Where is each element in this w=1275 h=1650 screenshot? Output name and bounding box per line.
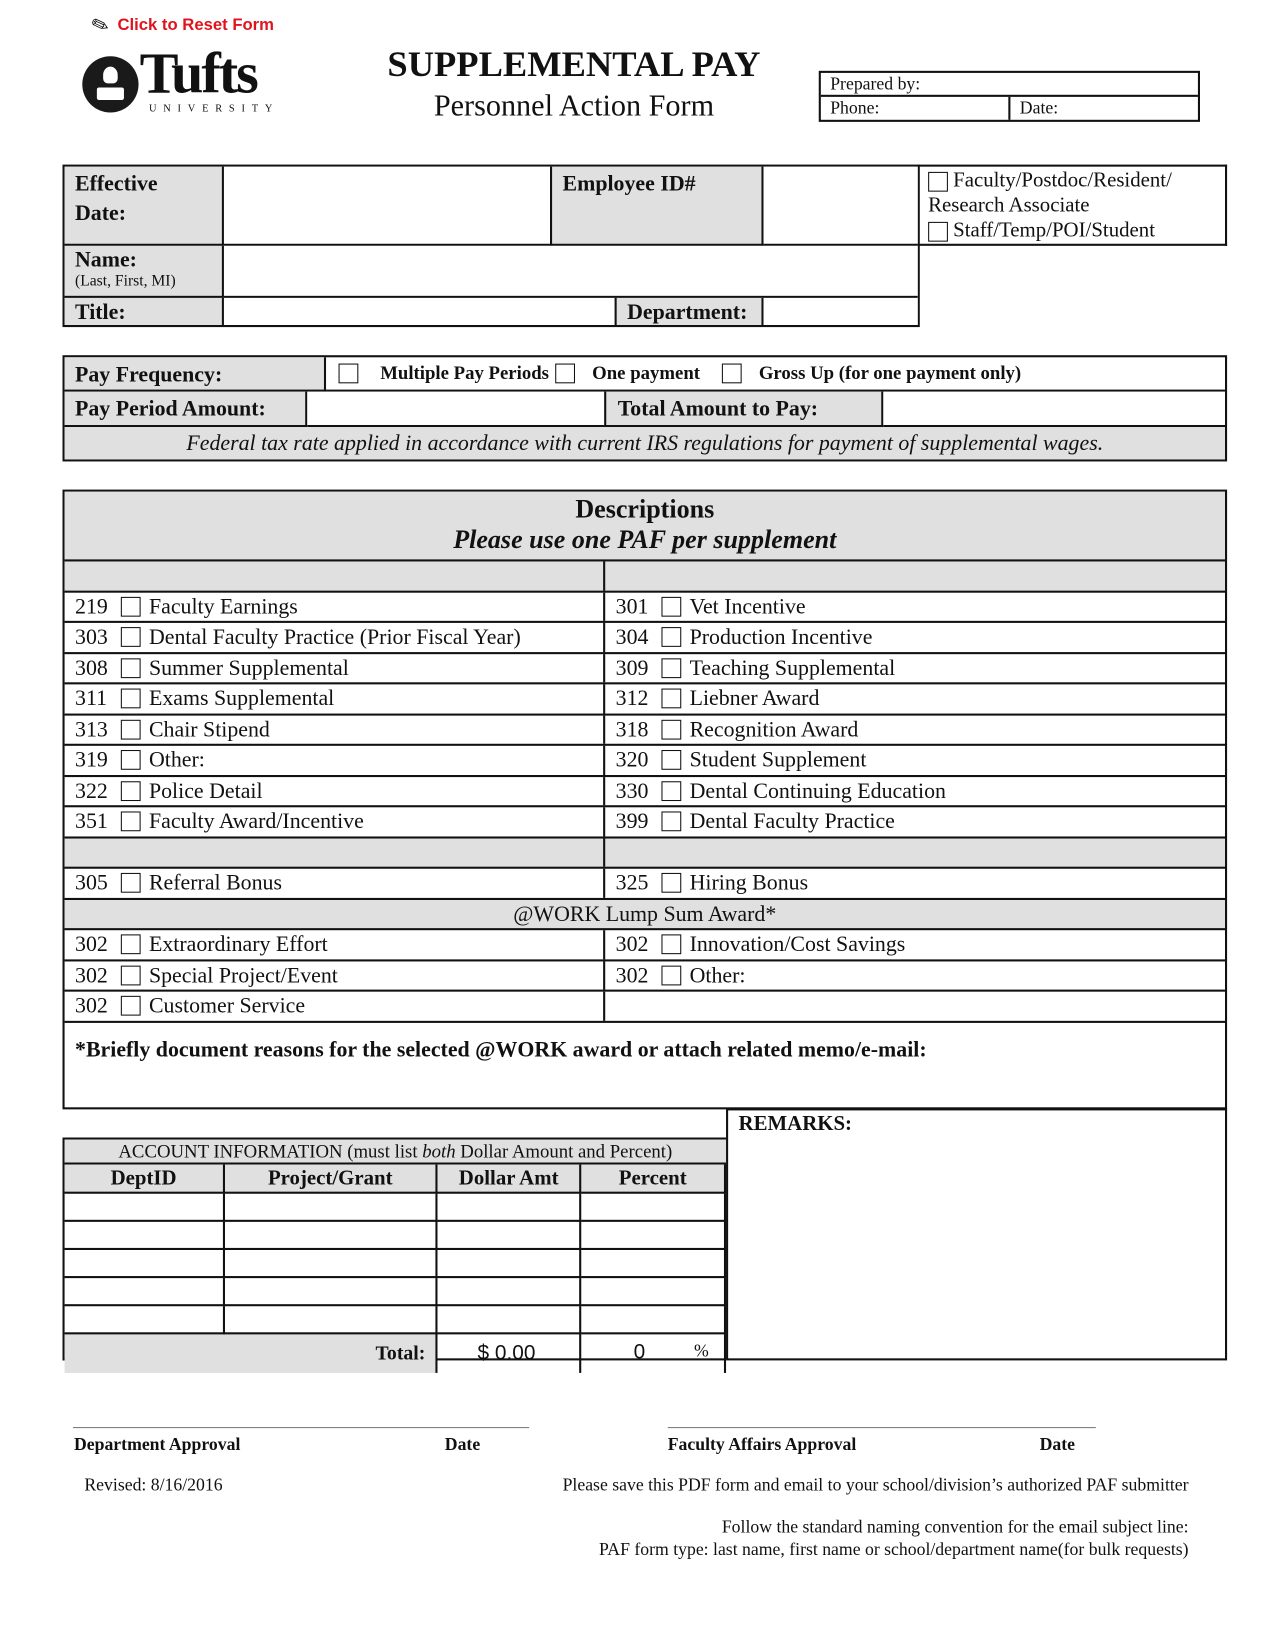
- description-checkbox[interactable]: [661, 935, 681, 955]
- account-row: [65, 1193, 725, 1221]
- department-signature-line: [73, 1427, 529, 1428]
- dollar-amt-input[interactable]: [437, 1249, 581, 1277]
- faculty-signature-line: [668, 1427, 1096, 1428]
- account-title-text-end: Dollar Amount and Percent): [455, 1140, 673, 1162]
- deptid-input[interactable]: [65, 1305, 224, 1333]
- descriptions-header: [65, 492, 1225, 560]
- faculty-date-label: Date: [1039, 1434, 1075, 1455]
- title-label: Title:: [65, 298, 224, 325]
- description-option[interactable]: [605, 961, 745, 990]
- descriptions-grid: [65, 559, 1225, 1020]
- total-percent: 0: [633, 1340, 646, 1364]
- effective-date-input[interactable]: [224, 167, 550, 246]
- description-option[interactable]: [65, 623, 521, 652]
- deptid-input[interactable]: [65, 1277, 224, 1305]
- descriptions-title: Descriptions: [575, 495, 715, 524]
- pay-period-amount-input[interactable]: [307, 392, 604, 427]
- description-row: [65, 990, 1225, 1021]
- description-label: Police Detail: [148, 777, 263, 803]
- description-option[interactable]: [65, 930, 328, 959]
- account-table: [65, 1165, 726, 1373]
- pay-code: 303: [75, 624, 108, 650]
- save-instructions: Please save this PDF form and email to your school/division’s authorized PAF submitter: [562, 1475, 1189, 1495]
- description-label: Chair Stipend: [148, 716, 270, 742]
- description-checkbox[interactable]: [661, 873, 681, 893]
- descriptions-section: [63, 490, 1228, 1110]
- percent-input[interactable]: [580, 1221, 725, 1249]
- description-label: Faculty Award/Incentive: [148, 808, 364, 834]
- description-checkbox[interactable]: [121, 996, 141, 1016]
- description-row: [65, 713, 1225, 744]
- name-hint: (Last, First, MI): [75, 272, 176, 290]
- account-information: [63, 1138, 727, 1365]
- date-label: Date:: [75, 200, 127, 226]
- prepared-by-label: Prepared by:: [830, 73, 921, 94]
- pay-code: 322: [75, 777, 108, 803]
- description-label: Innovation/Cost Savings: [689, 931, 906, 957]
- percent-input[interactable]: [580, 1305, 725, 1333]
- description-option[interactable]: [605, 746, 866, 775]
- project-grant-input[interactable]: [224, 1277, 437, 1305]
- description-row: [65, 928, 1225, 959]
- description-option[interactable]: [65, 807, 364, 836]
- bonus-spacer-row: [65, 836, 1225, 867]
- description-checkbox[interactable]: [121, 965, 141, 985]
- description-label: Dental Continuing Education: [689, 777, 946, 803]
- account-title-text: ACCOUNT INFORMATION (must list: [118, 1140, 423, 1162]
- faculty-approval-label: Faculty Affairs Approval: [667, 1434, 857, 1455]
- description-option[interactable]: [605, 592, 805, 621]
- description-checkbox[interactable]: [121, 812, 141, 832]
- total-dollar: $ 0.00: [477, 1341, 536, 1365]
- description-checkbox[interactable]: [661, 597, 681, 617]
- description-option[interactable]: [65, 746, 205, 775]
- work-title-row: [65, 897, 1225, 928]
- employee-section: [63, 165, 920, 328]
- description-checkbox[interactable]: [661, 658, 681, 678]
- department-approval-label: Department Approval: [73, 1434, 241, 1455]
- description-checkbox[interactable]: [121, 658, 141, 678]
- col-deptid: DeptID: [65, 1165, 224, 1193]
- pay-code: 302: [615, 931, 649, 957]
- description-option[interactable]: [605, 869, 808, 898]
- employee-type-box: [918, 165, 1227, 246]
- description-checkbox[interactable]: [661, 781, 681, 801]
- account-total-row: [65, 1333, 725, 1373]
- col-percent: Percent: [580, 1165, 725, 1193]
- description-checkbox[interactable]: [661, 689, 681, 709]
- description-checkbox[interactable]: [661, 812, 681, 832]
- column-divider: [603, 561, 605, 590]
- phone-field[interactable]: [821, 97, 1011, 120]
- pay-code: 302: [75, 962, 108, 988]
- employee-id-label: Employee ID#: [550, 167, 764, 246]
- description-checkbox[interactable]: [661, 965, 681, 985]
- deptid-input[interactable]: [65, 1249, 224, 1277]
- percent-sign: %: [693, 1340, 709, 1361]
- description-row: [65, 805, 1225, 836]
- multiple-pay-periods-checkbox[interactable]: [339, 364, 359, 384]
- description-label: Other:: [148, 747, 205, 773]
- description-label: Exams Supplemental: [148, 685, 335, 711]
- description-row: [65, 774, 1225, 805]
- description-checkbox[interactable]: [121, 935, 141, 955]
- date-field[interactable]: [1010, 97, 1198, 120]
- percent-input[interactable]: [580, 1277, 725, 1305]
- pay-code: 313: [75, 716, 108, 742]
- description-label: Hiring Bonus: [689, 870, 809, 896]
- effective-date-label: [65, 167, 224, 246]
- faculty-option-label: Faculty/Postdoc/Resident/: [953, 168, 1172, 192]
- multiple-pay-periods-label: Multiple Pay Periods: [380, 362, 549, 384]
- name-input[interactable]: [224, 246, 918, 298]
- dollar-amt-input[interactable]: [437, 1277, 581, 1305]
- description-option[interactable]: [605, 715, 858, 744]
- project-grant-input[interactable]: [224, 1305, 437, 1333]
- percent-input[interactable]: [580, 1193, 725, 1221]
- description-option[interactable]: [605, 654, 895, 683]
- description-label: Dental Faculty Practice (Prior Fiscal Year): [148, 624, 521, 650]
- description-checkbox[interactable]: [121, 873, 141, 893]
- pay-code: 399: [615, 808, 649, 834]
- department-date-label: Date: [444, 1434, 481, 1455]
- description-label: Recognition Award: [689, 716, 859, 742]
- description-option[interactable]: [605, 623, 872, 652]
- account-title-emphasis: both: [422, 1140, 456, 1162]
- description-option[interactable]: [65, 992, 306, 1021]
- pay-section: [63, 355, 1228, 461]
- gross-up-label: Gross Up (for one payment only): [758, 362, 1022, 384]
- account-row: [65, 1277, 725, 1305]
- work-section-title: @WORK Lump Sum Award*: [513, 900, 777, 926]
- pay-code: 305: [75, 870, 108, 896]
- gross-up-checkbox[interactable]: [722, 364, 742, 384]
- naming-instructions-2: PAF form type: last name, first name or school/department name(for bulk requests): [599, 1539, 1189, 1560]
- total-percent-cell: [580, 1333, 725, 1373]
- description-label: Dental Faculty Practice: [689, 808, 895, 834]
- description-option[interactable]: [605, 930, 905, 959]
- total-amount-label: Total Amount to Pay:: [604, 392, 883, 427]
- pay-code: 312: [615, 685, 649, 711]
- description-label: Summer Supplemental: [148, 654, 349, 680]
- pay-code: 219: [75, 593, 108, 619]
- pay-code: 330: [615, 777, 649, 803]
- account-row: [65, 1249, 725, 1277]
- remarks-box[interactable]: [726, 1108, 1227, 1360]
- col-project-grant: Project/Grant: [224, 1165, 437, 1193]
- account-row: [65, 1221, 725, 1249]
- description-checkbox[interactable]: [661, 627, 681, 647]
- phone-label: Phone:: [830, 97, 880, 118]
- description-checkbox[interactable]: [121, 627, 141, 647]
- reset-form-button[interactable]: [88, 12, 274, 40]
- faculty-option-label-2: Research Associate: [928, 193, 1090, 217]
- logo-subtitle: UNIVERSITY: [148, 103, 280, 115]
- col-dollar-amt: Dollar Amt: [437, 1165, 581, 1193]
- dollar-amt-input[interactable]: [437, 1193, 581, 1221]
- percent-input[interactable]: [580, 1249, 725, 1277]
- pay-code: 319: [75, 747, 108, 773]
- logo-wordmark: Tufts: [139, 41, 257, 107]
- preparer-box: [819, 71, 1200, 122]
- description-option[interactable]: [65, 869, 282, 898]
- description-option[interactable]: [65, 654, 349, 683]
- prepared-by-field[interactable]: [821, 73, 1198, 97]
- project-grant-input[interactable]: [224, 1249, 437, 1277]
- description-option[interactable]: [605, 777, 946, 806]
- column-divider: [603, 992, 605, 1021]
- column-divider: [603, 838, 605, 867]
- description-label: Teaching Supplemental: [689, 654, 896, 680]
- one-payment-label: One payment: [592, 362, 700, 384]
- pay-code: 311: [75, 685, 108, 711]
- description-checkbox[interactable]: [661, 720, 681, 740]
- descriptions-subtitle: Please use one PAF per supplement: [453, 526, 837, 555]
- pay-code: 302: [75, 992, 108, 1018]
- title-input[interactable]: [224, 298, 615, 325]
- total-label: Total:: [65, 1333, 437, 1373]
- pay-code: 308: [75, 654, 108, 680]
- staff-option-label: Staff/Temp/POI/Student: [953, 218, 1155, 242]
- dollar-amt-input[interactable]: [437, 1305, 581, 1333]
- total-amount-input[interactable]: [883, 392, 1225, 427]
- form-title: SUPPLEMENTAL PAY: [387, 43, 761, 85]
- description-option[interactable]: [65, 777, 263, 806]
- work-note-text: *Briefly document reasons for the selected @WORK award or attach related memo/e-mail:: [75, 1036, 927, 1062]
- description-option[interactable]: [605, 807, 895, 836]
- pay-code: 320: [615, 747, 649, 773]
- description-row: [65, 590, 1225, 621]
- date-label: Date:: [1019, 97, 1059, 118]
- description-label: Liebner Award: [689, 685, 820, 711]
- description-row: [65, 652, 1225, 683]
- description-checkbox[interactable]: [121, 750, 141, 770]
- description-label: Special Project/Event: [148, 962, 338, 988]
- description-checkbox[interactable]: [121, 689, 141, 709]
- description-option[interactable]: [65, 684, 335, 713]
- description-option[interactable]: [605, 684, 819, 713]
- pen-icon: ✎: [88, 12, 113, 40]
- form-subtitle: Personnel Action Form: [433, 89, 715, 123]
- remarks-label: REMARKS:: [738, 1112, 852, 1136]
- account-title: [65, 1140, 726, 1165]
- pay-frequency-label: Pay Frequency:: [65, 357, 326, 391]
- description-option[interactable]: [65, 961, 338, 990]
- deptid-input[interactable]: [65, 1193, 224, 1221]
- descriptions-spacer-row: [65, 559, 1225, 590]
- description-label: Other:: [689, 962, 746, 988]
- description-label: Vet Incentive: [689, 593, 806, 619]
- tufts-seal-icon: [82, 56, 138, 112]
- pay-code: 304: [615, 624, 649, 650]
- pay-code: 302: [615, 962, 649, 988]
- description-label: Customer Service: [148, 992, 306, 1018]
- account-header-row: [65, 1165, 725, 1193]
- naming-instructions-1: Follow the standard naming convention for the email subject line:: [721, 1516, 1189, 1537]
- employee-id-input[interactable]: [764, 167, 918, 246]
- pay-period-amount-label: Pay Period Amount:: [65, 392, 308, 427]
- description-label: Student Supplement: [689, 747, 867, 773]
- reset-form-label: Click to Reset Form: [117, 16, 274, 34]
- pay-code: 301: [615, 593, 649, 619]
- description-checkbox[interactable]: [121, 781, 141, 801]
- pay-frequency-options: [326, 357, 1225, 391]
- one-payment-checkbox[interactable]: [555, 364, 575, 384]
- tax-note: Federal tax rate applied in accordance with current IRS regulations for payment of supplemental wages.: [65, 427, 1225, 459]
- faculty-checkbox[interactable]: [928, 172, 948, 192]
- description-option[interactable]: [65, 715, 270, 744]
- project-grant-input[interactable]: [224, 1221, 437, 1249]
- description-label: Production Incentive: [689, 624, 873, 650]
- description-row: [65, 682, 1225, 713]
- description-checkbox[interactable]: [661, 750, 681, 770]
- revised-date: Revised: 8/16/2016: [84, 1475, 223, 1495]
- name-label-cell: [65, 246, 224, 298]
- pay-code: 318: [615, 716, 649, 742]
- description-label: Faculty Earnings: [148, 593, 298, 619]
- dollar-amt-input[interactable]: [437, 1221, 581, 1249]
- account-row: [65, 1305, 725, 1333]
- total-dollar-cell: [437, 1333, 581, 1373]
- description-option[interactable]: [65, 592, 298, 621]
- description-checkbox[interactable]: [121, 720, 141, 740]
- staff-checkbox[interactable]: [928, 222, 948, 242]
- name-label: Name:: [75, 246, 137, 272]
- department-label: Department:: [615, 298, 764, 325]
- description-row: [65, 959, 1225, 990]
- description-row: [65, 867, 1225, 898]
- department-input[interactable]: [764, 298, 918, 325]
- description-row: [65, 621, 1225, 652]
- description-row: [65, 744, 1225, 775]
- project-grant-input[interactable]: [224, 1193, 437, 1221]
- description-checkbox[interactable]: [121, 597, 141, 617]
- pay-code: 325: [615, 870, 649, 896]
- pay-code: 309: [615, 654, 649, 680]
- pay-code: 302: [75, 931, 108, 957]
- pay-code: 351: [75, 808, 108, 834]
- description-label: Extraordinary Effort: [148, 931, 328, 957]
- effective-label: Effective: [75, 170, 158, 196]
- work-note: [65, 1021, 1225, 1107]
- description-label: Referral Bonus: [148, 870, 282, 896]
- deptid-input[interactable]: [65, 1221, 224, 1249]
